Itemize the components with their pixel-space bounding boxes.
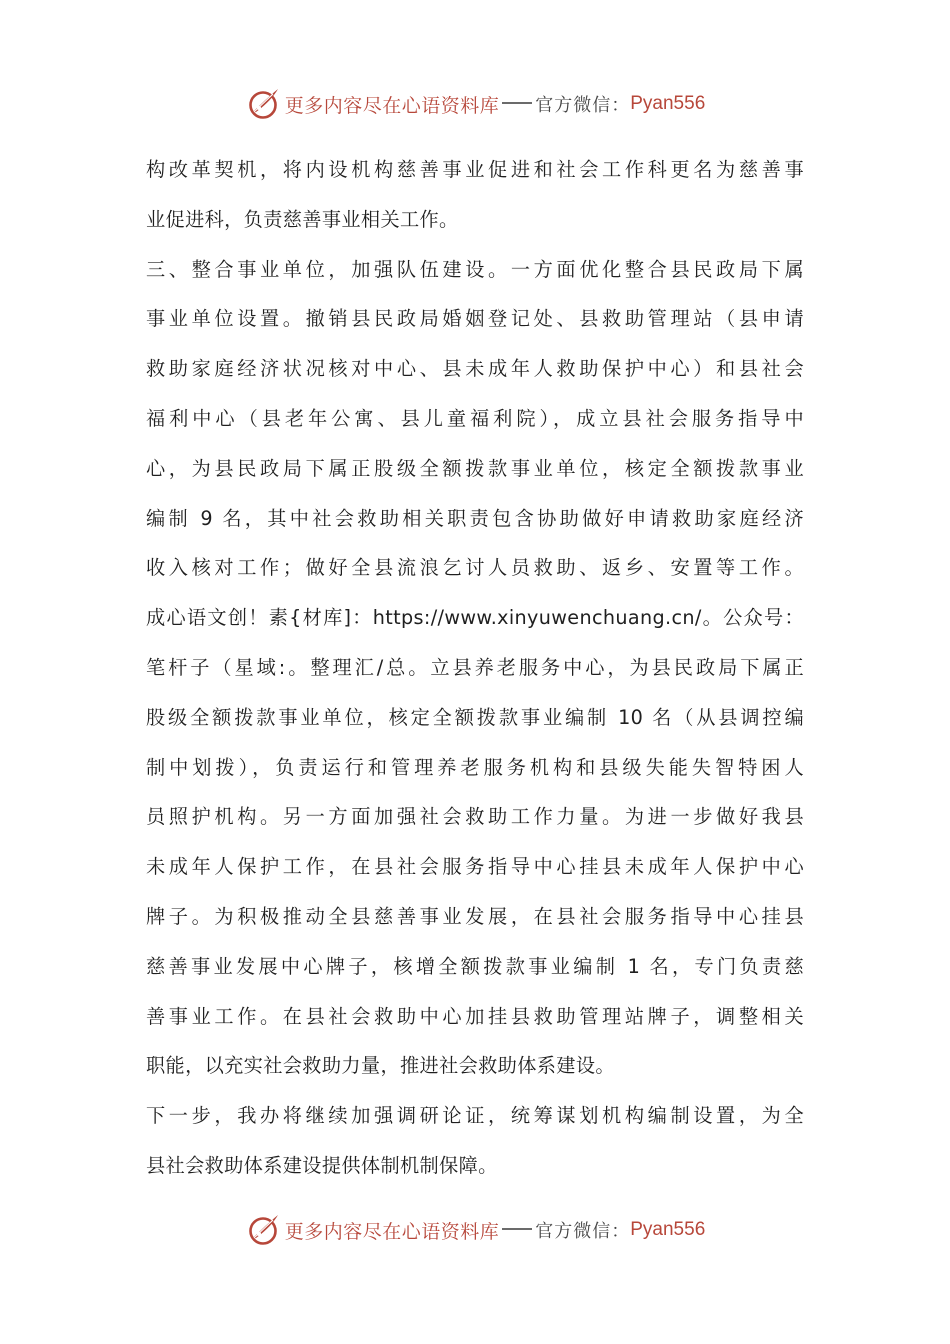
text-line: 业促进科，负责慈善事业相关工作。 xyxy=(146,207,459,231)
header-banner xyxy=(0,84,950,124)
text-line: 股级全额拨款事业单位，核定全额拨款事业编制 10 名（从县调控编 xyxy=(146,705,804,729)
text-line: 成心语文创！素{材库]：https://www.xinyuwenchuang.cn/。公众号： xyxy=(146,606,804,630)
footer-banner xyxy=(0,1210,950,1250)
text-line: 编制 9 名，其中社会救助相关职责包含协助做好申请救助家庭经济 xyxy=(146,506,804,530)
document-body xyxy=(146,145,804,1191)
banner-wechat-id: Pyan556 xyxy=(630,93,706,114)
banner-wechat-label: 官方微信： xyxy=(535,95,631,116)
quill-pen-logo-icon xyxy=(245,1212,281,1248)
banner-dash-divider xyxy=(502,1228,532,1230)
banner-wechat-label: 官方微信： xyxy=(535,1221,631,1242)
text-line: 慈善事业发展中心牌子，核增全额拨款事业编制 1 名，专门负责慈 xyxy=(146,954,804,978)
text-line: 笔杆子（星域:。整理汇/总。立县养老服务中心，为县民政局下属正 xyxy=(146,655,804,679)
text-line: 牌子。为积极推动全县慈善事业发展，在县社会服务指导中心挂县 xyxy=(146,904,804,928)
text-line: 心，为县民政局下属正股级全额拨款事业单位，核定全额拨款事业 xyxy=(146,456,804,480)
text-line: 三、整合事业单位，加强队伍建设。一方面优化整合县民政局下属 xyxy=(146,257,804,281)
text-line: 县社会救助体系建设提供体制机制保障。 xyxy=(146,1153,498,1177)
text-line: 救助家庭经济状况核对中心、县未成年人救助保护中心）和县社会 xyxy=(146,357,804,381)
text-line: 员照护机构。另一方面加强社会救助工作力量。为进一步做好我县 xyxy=(146,805,804,829)
banner-wechat-id: Pyan556 xyxy=(630,1219,706,1240)
text-line: 事业单位设置。撤销县民政局婚姻登记处、县救助管理站（县申请 xyxy=(146,307,804,331)
text-line: 收入核对工作；做好全县流浪乞讨人员救助、返乡、安置等工作。 xyxy=(146,556,804,580)
text-line: 制中划拨），负责运行和管理养老服务机构和县级失能失智特困人 xyxy=(146,755,804,779)
text-line: 职能，以充实社会救助力量，推进社会救助体系建设。 xyxy=(146,1054,615,1078)
banner-main-text: 更多内容尽在心语资料库 xyxy=(284,94,500,117)
text-line: 善事业工作。在县社会救助中心加挂县救助管理站牌子，调整相关 xyxy=(146,1004,804,1028)
text-line: 构改革契机，将内设机构慈善事业促进和社会工作科更名为慈善事 xyxy=(146,158,804,181)
quill-pen-logo-icon xyxy=(245,86,281,122)
text-line: 下一步，我办将继续加强调研论证，统筹谋划机构编制设置，为全 xyxy=(146,1104,804,1128)
banner-main-text: 更多内容尽在心语资料库 xyxy=(284,1220,500,1243)
text-line: 福利中心（县老年公寓、县儿童福利院），成立县社会服务指导中 xyxy=(146,406,804,430)
banner-dash-divider xyxy=(502,102,532,104)
text-line: 未成年人保护工作，在县社会服务指导中心挂县未成年人保护中心 xyxy=(146,855,804,879)
